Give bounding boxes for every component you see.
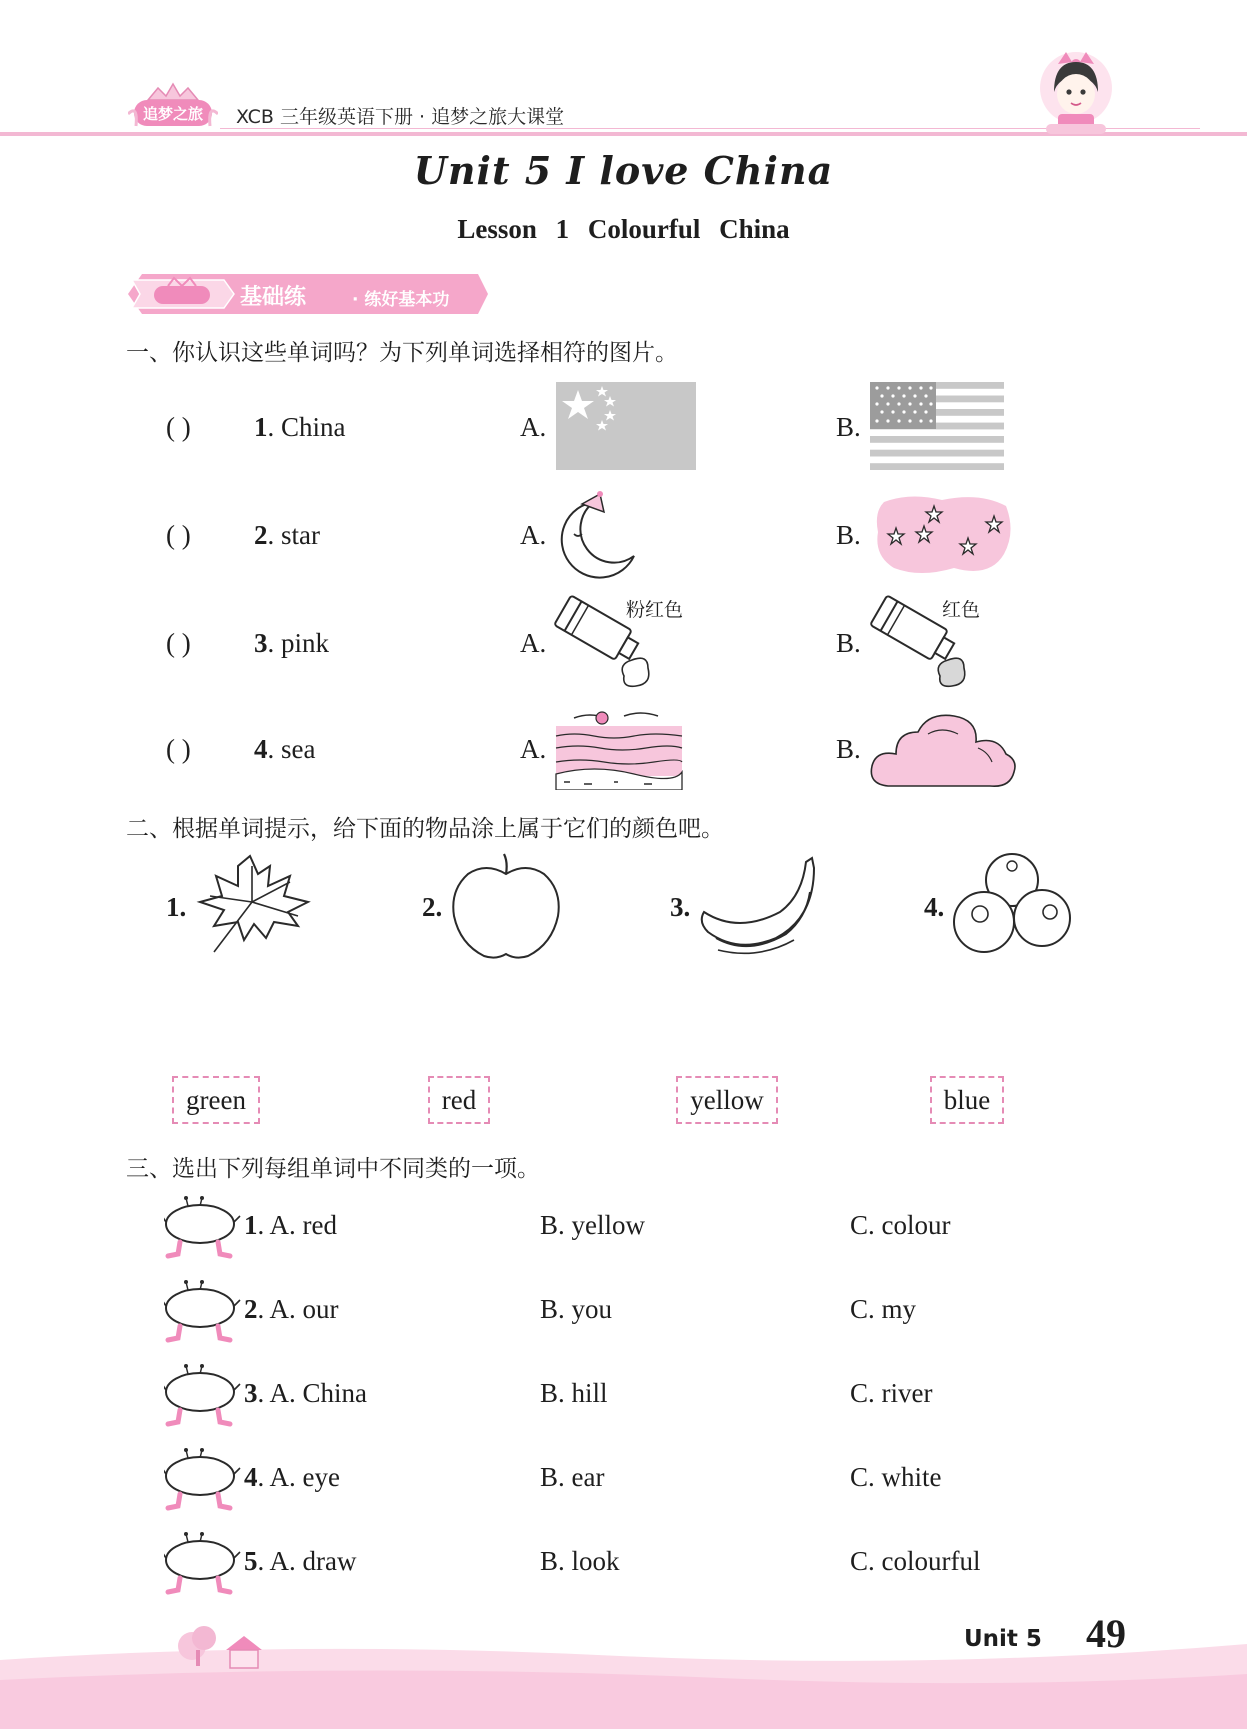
pink-caption: 粉红色 xyxy=(626,599,684,621)
option-b-label: B. xyxy=(836,734,861,764)
question-word: 1. China xyxy=(254,412,346,442)
option-b: B. yellow xyxy=(540,1210,645,1240)
option-b: B. hill xyxy=(540,1378,608,1408)
color-word-green: green xyxy=(172,1076,260,1124)
china-flag-icon[interactable] xyxy=(556,382,696,470)
stars-cloud-icon[interactable] xyxy=(870,492,1014,578)
girl-mascot-icon xyxy=(1036,48,1116,136)
color-word-blue: blue xyxy=(930,1076,1004,1124)
option-a: 2. A. our xyxy=(244,1294,339,1324)
blueberry-icon[interactable] xyxy=(950,852,1074,960)
footer-unit-label: Unit 5 xyxy=(964,1626,1042,1652)
lesson-title: Lesson 1 Colourful China xyxy=(457,214,790,244)
color-word-yellow: yellow xyxy=(676,1076,778,1124)
part1-heading: 一、你认识这些单词吗？为下列单词选择相符的图片。 xyxy=(126,340,678,366)
red-caption: 红色 xyxy=(942,599,981,621)
option-b-label: B. xyxy=(836,520,861,550)
part2-heading: 二、根据单词提示，给下面的物品涂上属于它们的颜色吧。 xyxy=(126,816,724,842)
footer-decoration xyxy=(0,1600,1247,1729)
answer-blank[interactable]: ( ) xyxy=(166,734,191,764)
question-word: 4. sea xyxy=(254,734,316,764)
option-b: B. you xyxy=(540,1294,613,1324)
option-b: B. look xyxy=(540,1546,620,1576)
bug-answer-bubble-icon[interactable] xyxy=(164,1196,244,1262)
option-c: C. my xyxy=(850,1294,917,1324)
item-number: 1. xyxy=(166,892,187,922)
option-a-label: A. xyxy=(520,520,547,550)
option-a-label: A. xyxy=(520,412,547,442)
maple-leaf-icon[interactable] xyxy=(194,852,312,958)
answer-blank[interactable]: ( ) xyxy=(166,412,191,442)
answer-blank[interactable]: ( ) xyxy=(166,628,191,658)
unit-title: Unit 5 I love China xyxy=(413,148,834,193)
option-a-label: A. xyxy=(520,734,547,764)
apple-icon[interactable] xyxy=(450,852,562,962)
bug-answer-bubble-icon[interactable] xyxy=(164,1532,244,1598)
answer-blank[interactable]: ( ) xyxy=(166,520,191,550)
bug-answer-bubble-icon[interactable] xyxy=(164,1448,244,1514)
question-word: 2. star xyxy=(254,520,320,550)
item-number: 4. xyxy=(924,892,945,922)
usa-flag-icon[interactable] xyxy=(870,382,1004,470)
option-c: C. colour xyxy=(850,1210,951,1240)
item-number: 3. xyxy=(670,892,691,922)
question-word: 3. pink xyxy=(254,628,330,658)
page-number: 49 xyxy=(1086,1611,1126,1656)
red-paint-tube-icon[interactable] xyxy=(868,594,1018,690)
option-a: 5. A. draw xyxy=(244,1546,357,1576)
bug-answer-bubble-icon[interactable] xyxy=(164,1280,244,1346)
item-number: 2. xyxy=(422,892,443,922)
option-a: 4. A. eye xyxy=(244,1462,340,1492)
option-b: B. ear xyxy=(540,1462,605,1492)
book-title: XCB 三年级英语下册 · 追梦之旅大课堂 xyxy=(236,106,565,128)
part3-heading: 三、选出下列每组单词中不同类的一项。 xyxy=(126,1156,540,1182)
brand-logo-text: 追梦之旅 xyxy=(142,105,204,123)
brand-logo-icon xyxy=(128,82,218,132)
bug-answer-bubble-icon[interactable] xyxy=(164,1364,244,1430)
cloud-icon[interactable] xyxy=(868,708,1018,792)
option-b-label: B. xyxy=(836,412,861,442)
pink-paint-tube-icon[interactable] xyxy=(552,594,702,690)
option-c: C. white xyxy=(850,1462,942,1492)
option-a-label: A. xyxy=(520,628,547,658)
moon-icon[interactable] xyxy=(552,490,642,580)
banner-title: 基础练 xyxy=(240,285,307,310)
option-a: 3. A. China xyxy=(244,1378,368,1408)
banana-icon[interactable] xyxy=(698,852,818,958)
color-word-red: red xyxy=(428,1076,490,1124)
option-b-label: B. xyxy=(836,628,861,658)
option-c: C. river xyxy=(850,1378,933,1408)
banner-subtitle: · 练好基本功 xyxy=(352,290,450,310)
option-c: C. colourful xyxy=(850,1546,981,1576)
sea-icon[interactable] xyxy=(554,708,684,790)
option-a: 1. A. red xyxy=(244,1210,337,1240)
